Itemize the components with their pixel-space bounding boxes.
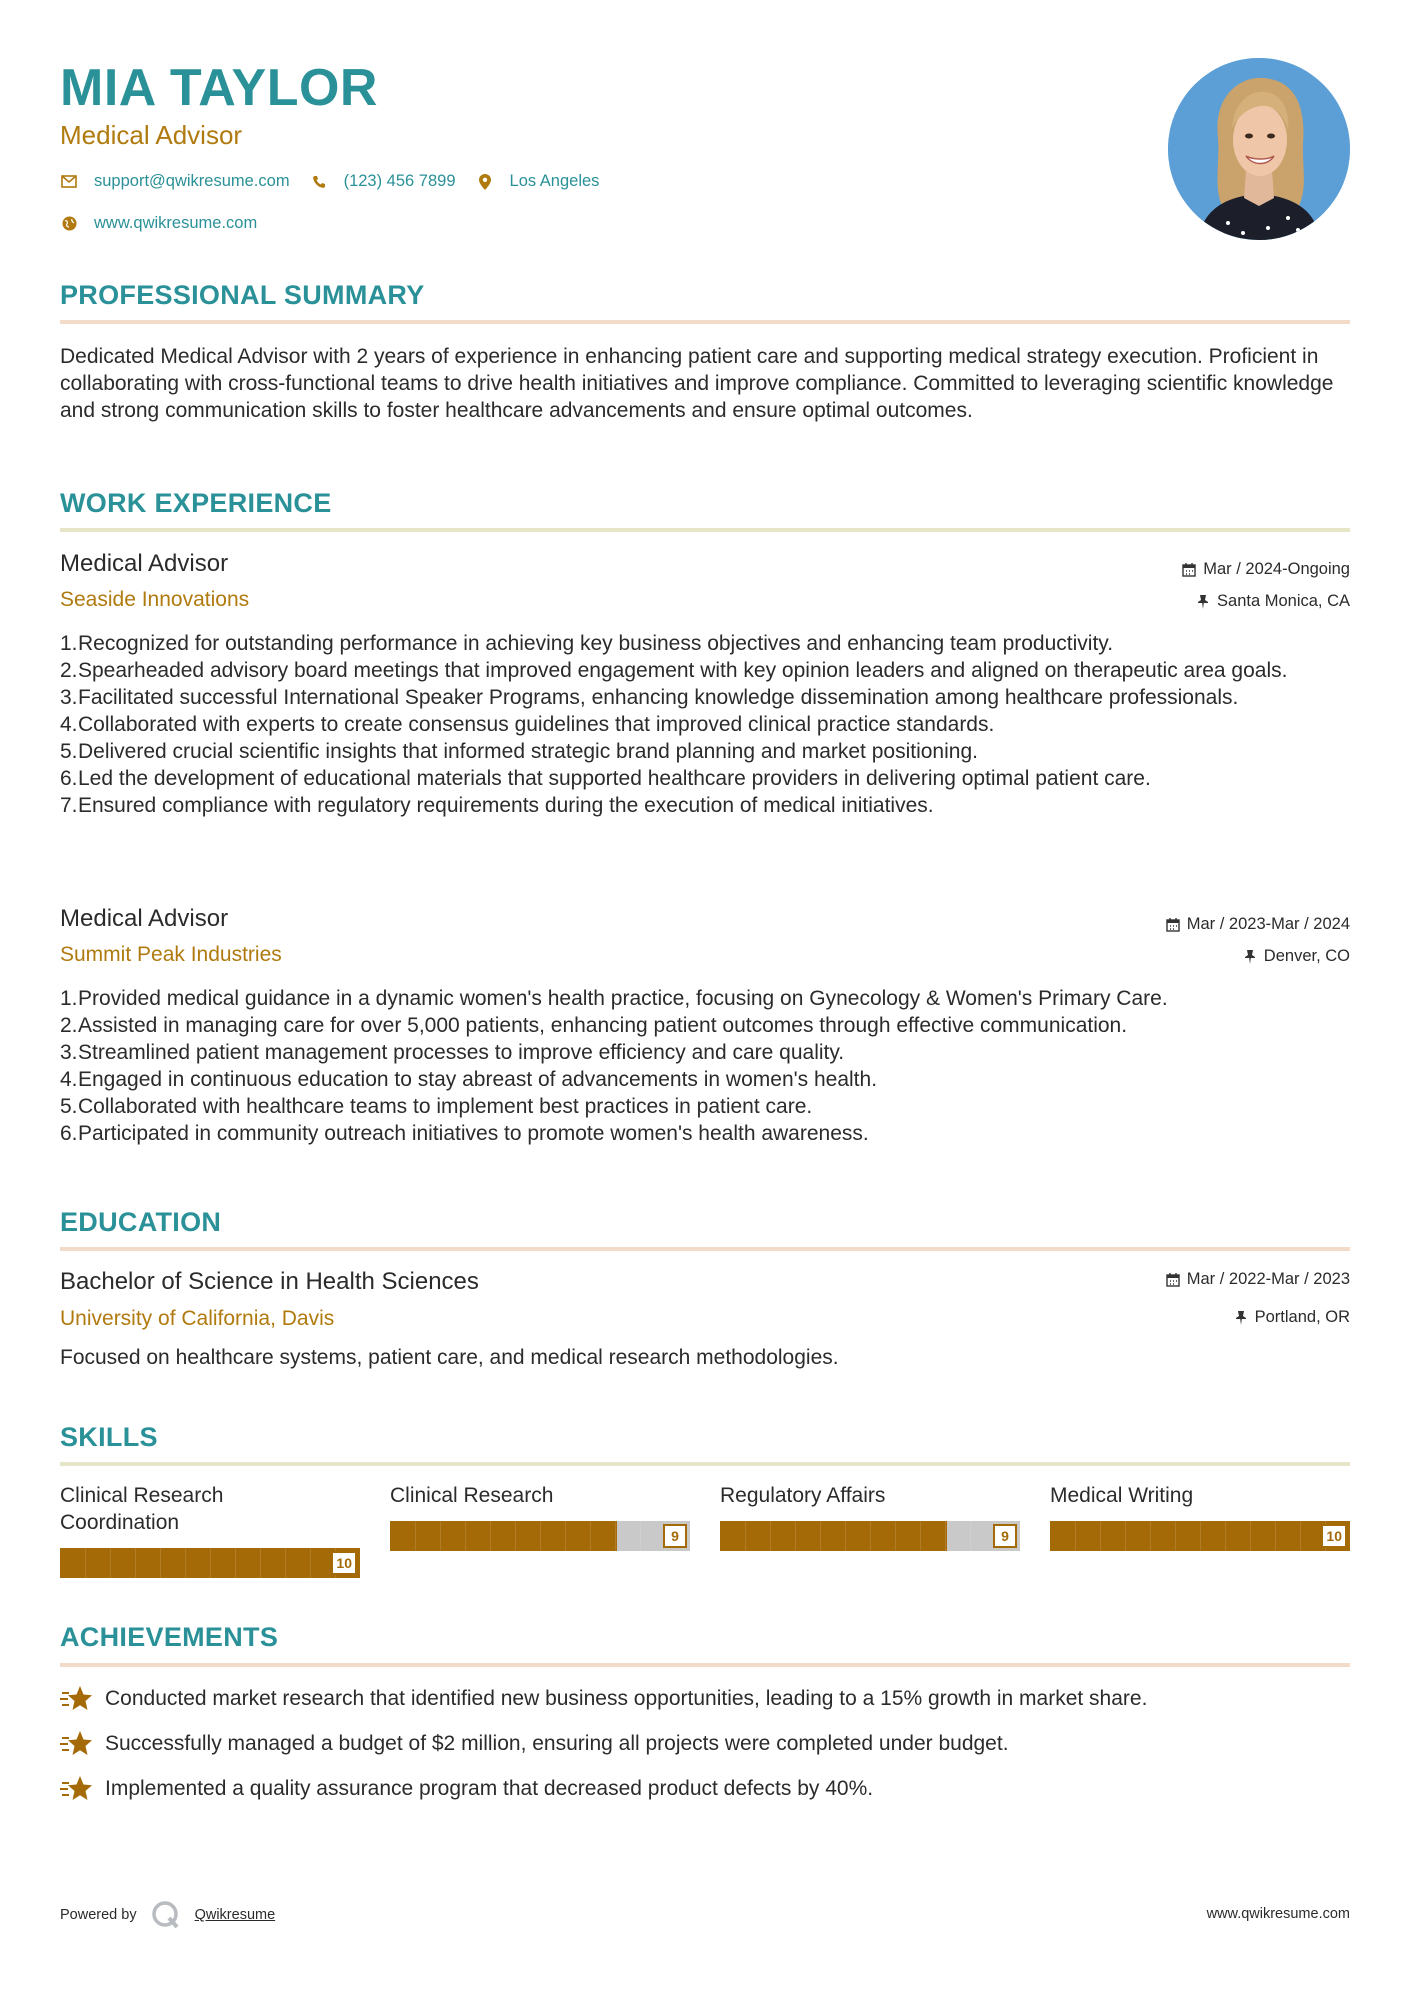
contact-row [60,172,619,191]
skill-bar-segment [770,1521,771,1551]
list-item: 5. Delivered crucial scientific insights that informed strategic brand planning and market positioning. [60,740,978,763]
contact-website[interactable] [60,214,257,233]
envelope-icon [60,173,78,191]
skill-name: Clinical Research [390,1484,554,1507]
pushpin-icon [1233,1310,1249,1326]
contact-location [476,172,600,191]
skill-bar-segment [440,1521,441,1551]
list-item: 3. Streamlined patient management processes to improve efficiency and care quality. [60,1041,845,1064]
skill-bar-segment [590,1521,591,1551]
job-dates-text: Mar / 2023-Mar / 2024 [1186,915,1350,933]
job-dates [1181,560,1350,579]
list-item: 6. Led the development of educational materials that supported healthcare providers in delivering optimal patient care. [60,767,1151,790]
job-title: Medical Advisor [60,550,229,577]
skill-bar [720,1521,1020,1551]
section-divider [60,1462,1350,1466]
skill-bar-segment [135,1548,136,1578]
calendar-icon [1181,562,1197,578]
skill-bar [390,1521,690,1551]
list-item: 6. Participated in community outreach initiatives to promote women's health awareness. [60,1122,869,1145]
summary-heading: PROFESSIONAL SUMMARY [60,280,425,310]
skill-bar-segment [870,1521,871,1551]
skill-bar-segment [615,1521,616,1551]
skill-bar-segment [110,1548,111,1578]
skill-bar-segment [1125,1521,1126,1551]
profile-photo [1168,58,1350,240]
job-company: Summit Peak Industries [60,943,282,966]
skill-bar-segment [1100,1521,1101,1551]
skill-bar-segment [820,1521,821,1551]
list-item: 2. Spearheaded advisory board meetings that improved engagement with key opinion leaders and aligned on therapeutic area goals. [60,659,1288,682]
skill-bar-segment [490,1521,491,1551]
contact-email[interactable] [60,172,290,191]
job-dates-text: Mar / 2024-Ongoing [1203,560,1350,578]
education-location [1233,1308,1350,1327]
job-location-text: Santa Monica, CA [1217,592,1350,610]
skill-name: Clinical Research Coordination [60,1484,224,1534]
skill-bar-segment [540,1521,541,1551]
skill-bar-segment [210,1548,211,1578]
skill-level: 10 [331,1551,357,1575]
skill-bar-segment [945,1521,946,1551]
achievement-item [60,1774,873,1804]
school-name: University of California, Davis [60,1307,335,1330]
skill-bar-segment [515,1521,516,1551]
skill-name: Regulatory Affairs [720,1484,886,1507]
skill-bar-segment [1200,1521,1201,1551]
skill-item [390,1482,690,1562]
skill-bar-segment [565,1521,566,1551]
skill-bar-segment [260,1548,261,1578]
skill-bar-segment [185,1548,186,1578]
skill-bar-segment [895,1521,896,1551]
website-text: www.qwikresume.com [94,214,258,232]
skill-bar-segment [1275,1521,1276,1551]
powered-by-text: Powered by [60,1907,137,1923]
skills-heading: SKILLS [60,1422,158,1452]
education-description: Focused on healthcare systems, patient care, and medical research methodologies. [60,1346,839,1369]
skill-bar-segment [970,1521,971,1551]
skill-bar-segment [795,1521,796,1551]
skill-bar-segment [745,1521,746,1551]
skill-bar-segment [1075,1521,1076,1551]
map-pin-icon [476,173,494,191]
brand-link[interactable]: Qwikresume [194,1907,276,1923]
skill-item [1050,1482,1350,1562]
star-icon [60,1774,92,1804]
skill-level: 10 [1321,1524,1347,1548]
star-icon [60,1729,92,1759]
calendar-icon [1165,1272,1181,1288]
pushpin-icon [1242,949,1258,965]
qwikresume-logo-icon [151,1900,181,1930]
skill-level: 9 [663,1524,687,1548]
skill-bar-segment [1175,1521,1176,1551]
pushpin-icon [1195,594,1211,610]
skill-bar [60,1548,360,1578]
achievement-text: Implemented a quality assurance program that decreased product defects by 40%. [105,1777,874,1800]
experience-heading: WORK EXPERIENCE [60,488,332,518]
email-text: support@qwikresume.com [94,172,290,190]
job-title: Medical Advisor [60,905,229,932]
section-divider [60,1663,1350,1667]
achievement-text: Conducted market research that identified new business opportunities, leading to a 15% growth in market share. [105,1687,1148,1710]
education-location-text: Portland, OR [1254,1308,1350,1326]
skill-bar-segment [160,1548,161,1578]
job-bullets [60,985,1350,1147]
candidate-name: MIA TAYLOR [60,59,378,117]
list-item: 4. Engaged in continuous education to stay abreast of advancements in women's health. [60,1068,878,1091]
globe-icon [60,215,78,233]
section-divider [60,528,1350,532]
section-divider [60,320,1350,324]
achievements-heading: ACHIEVEMENTS [60,1622,279,1652]
skill-bar-segment [415,1521,416,1551]
achievement-item [60,1729,1009,1759]
phone-text: (123) 456 7899 [343,172,456,190]
list-item: 1. Provided medical guidance in a dynamic women's health practice, focusing on Gynecology & Women's Primary Care. [60,987,1168,1010]
job-location-text: Denver, CO [1263,947,1350,965]
education-dates-text: Mar / 2022-Mar / 2023 [1186,1270,1350,1288]
education-dates [1165,1270,1350,1289]
skill-item [720,1482,1020,1562]
skill-bar-segment [310,1548,311,1578]
website-row [60,214,277,233]
candidate-role: Medical Advisor [60,120,243,150]
list-item: 2. Assisted in managing care for over 5,000 patients, enhancing patient outcomes through effective communication. [60,1014,1128,1037]
footer-powered-by [60,1900,275,1930]
degree-title: Bachelor of Science in Health Sciences [60,1268,479,1295]
footer-url[interactable]: www.qwikresume.com [1206,1906,1350,1922]
list-item: 3. Facilitated successful International Speaker Programs, enhancing knowledge dissemination among healthcare professionals. [60,686,1239,709]
contact-phone[interactable] [310,172,456,191]
skill-name: Medical Writing [1050,1484,1194,1507]
job-dates [1165,915,1350,934]
achievement-text: Successfully managed a budget of $2 million, ensuring all projects were completed under budget. [105,1732,1009,1755]
skill-bar [1050,1521,1350,1551]
education-heading: EDUCATION [60,1207,222,1237]
skill-bar-segment [845,1521,846,1551]
skill-bar-segment [235,1548,236,1578]
calendar-icon [1165,917,1181,933]
skill-bar-segment [1150,1521,1151,1551]
skill-bar-segment [1300,1521,1301,1551]
list-item: 1. Recognized for outstanding performance in achieving key business objectives and enhancing team productivity. [60,632,1114,655]
skill-bar-segment [1250,1521,1251,1551]
skill-level: 9 [993,1524,1017,1548]
skill-bar-segment [465,1521,466,1551]
list-item: 7. Ensured compliance with regulatory requirements during the execution of medical initiatives. [60,794,934,817]
skill-bar-segment [285,1548,286,1578]
skill-bar-segment [640,1521,641,1551]
phone-icon [310,173,328,191]
summary-text: Dedicated Medical Advisor with 2 years of experience in enhancing patient care and supporting medical strategy execution. Proficient in collaborating with cross-functional teams to drive health initiatives and improve compliance. Committed to leveraging scientific knowledge and strong communication skills to foster healthcare advancements and ensure optimal outcomes. [60,345,1334,422]
skill-bar-fill [720,1521,947,1551]
job-company: Seaside Innovations [60,588,250,611]
job-location [1195,592,1350,611]
location-text: Los Angeles [509,172,600,190]
job-location [1242,947,1350,966]
skill-bar-segment [85,1548,86,1578]
skill-bar-segment [920,1521,921,1551]
skill-item [60,1482,360,1582]
list-item: 5. Collaborated with healthcare teams to implement best practices in patient care. [60,1095,813,1118]
star-icon [60,1684,92,1714]
list-item: 4. Collaborated with experts to create consensus guidelines that improved clinical practice standards. [60,713,995,736]
section-divider [60,1247,1350,1251]
skill-bar-fill [390,1521,617,1551]
achievement-item [60,1684,1147,1714]
skill-bar-segment [1225,1521,1226,1551]
job-bullets [60,630,1350,819]
